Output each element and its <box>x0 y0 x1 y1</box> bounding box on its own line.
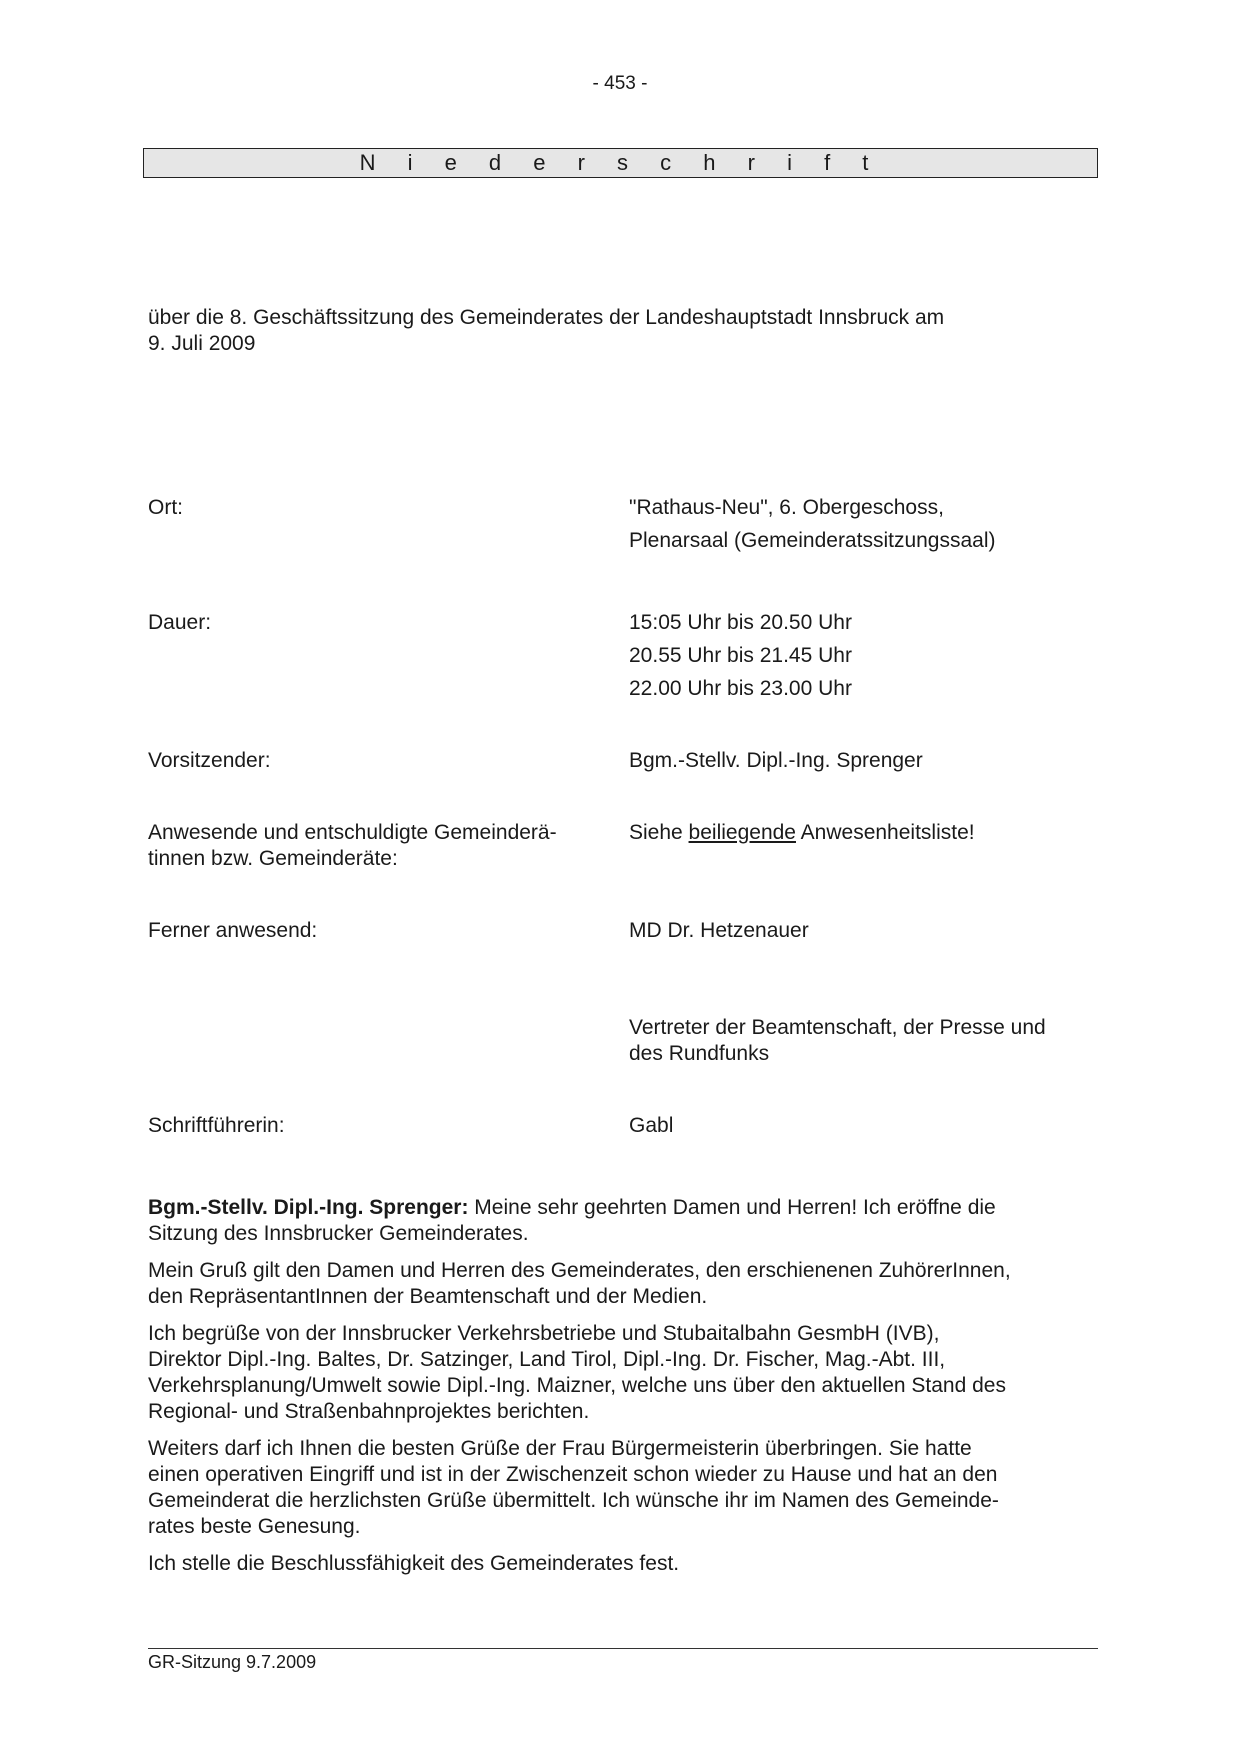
anwesende-value-underlined: beiliegende <box>688 821 796 844</box>
paragraph-text: Ich begrüße von der Innsbrucker Verkehrsbetriebe und Stubaitalbahn GesmbH (IVB), <box>148 1322 940 1345</box>
dauer-label: Dauer: <box>148 611 212 634</box>
ort-label: Ort: <box>148 496 183 519</box>
footer-text: GR-Sitzung 9.7.2009 <box>148 1652 317 1672</box>
vorsitzender-value: Bgm.-Stellv. Dipl.-Ing. Sprenger <box>629 749 923 772</box>
vertreter-value <box>629 1015 1099 1067</box>
paragraph-text: Sitzung des Innsbrucker Gemeinderates. <box>148 1222 529 1245</box>
vorsitzender-label: Vorsitzender: <box>148 749 271 772</box>
page-number: - 453 - <box>592 73 648 94</box>
minutes-body <box>148 1195 1098 1588</box>
paragraph-text: Meine sehr geehrten Damen und Herren! Ich eröffne die <box>468 1196 996 1219</box>
dauer-value-line: 15:05 Uhr bis 20.50 Uhr <box>629 611 852 634</box>
footer-divider <box>148 1648 1098 1649</box>
anwesende-label-line: Anwesende und entschuldigte Gemeinderä- <box>148 821 557 844</box>
anwesende-value-suffix: Anwesenheitsliste! <box>795 821 975 844</box>
paragraph-text: Gemeinderat die herzlichsten Grüße übermittelt. Ich wünsche ihr im Namen des Gemeinde- <box>148 1489 999 1512</box>
vertreter-value-line: des Rundfunks <box>629 1042 770 1065</box>
ferner-value: MD Dr. Hetzenauer <box>629 919 809 942</box>
paragraph <box>148 1321 1098 1425</box>
paragraph-text: Mein Gruß gilt den Damen und Herren des Gemeinderates, den erschienenen ZuhörerInnen, <box>148 1259 1011 1282</box>
paragraph-text: Ich stelle die Beschlussfähigkeit des Gemeinderates fest. <box>148 1552 680 1575</box>
dauer-value-line: 20.55 Uhr bis 21.45 Uhr <box>629 644 852 667</box>
anwesende-label-line: tinnen bzw. Gemeinderäte: <box>148 847 398 870</box>
paragraph <box>148 1195 1098 1247</box>
document-title <box>143 148 1098 178</box>
paragraph-text: einen operativen Eingriff und ist in der Zwischenzeit schon wieder zu Hause und hat an den <box>148 1463 998 1486</box>
schriftfuehrerin-value: Gabl <box>629 1114 674 1137</box>
session-subject <box>148 305 1098 357</box>
paragraph-text: rates beste Genesung. <box>148 1515 361 1538</box>
ort-value-line: "Rathaus-Neu", 6. Obergeschoss, <box>629 496 944 519</box>
anwesende-value <box>629 820 1099 846</box>
paragraph <box>148 1436 1098 1540</box>
paragraph <box>148 1551 1098 1577</box>
paragraph <box>148 1258 1098 1310</box>
speaker-name: Bgm.-Stellv. Dipl.-Ing. Sprenger: <box>148 1196 469 1219</box>
dauer-value-line: 22.00 Uhr bis 23.00 Uhr <box>629 677 852 700</box>
document-title-text: N i e d e r s c h r i f t <box>359 150 882 175</box>
dauer-value <box>629 606 1099 705</box>
paragraph-text: den RepräsentantInnen der Beamtenschaft und der Medien. <box>148 1285 708 1308</box>
ort-value <box>629 491 1099 557</box>
vertreter-value-line: Vertreter der Beamtenschaft, der Presse und <box>629 1016 1046 1039</box>
anwesende-value-prefix: Siehe <box>629 821 689 844</box>
ort-value-line: Plenarsaal (Gemeinderatssitzungssaal) <box>629 529 996 552</box>
paragraph-text: Direktor Dipl.-Ing. Baltes, Dr. Satzinger, Land Tirol, Dipl.-Ing. Dr. Fischer, Mag.-Abt. III, <box>148 1348 946 1371</box>
paragraph-text: Verkehrsplanung/Umwelt sowie Dipl.-Ing. Maizner, welche uns über den aktuellen Stand des <box>148 1374 1006 1397</box>
ferner-label: Ferner anwesend: <box>148 919 318 942</box>
subject-date: 9. Juli 2009 <box>148 332 256 355</box>
subject-line: über die 8. Geschäftssitzung des Gemeinderates der Landeshauptstadt Innsbruck am <box>148 306 945 329</box>
paragraph-text: Weiters darf ich Ihnen die besten Grüße der Frau Bürgermeisterin überbringen. Sie hatte <box>148 1437 972 1460</box>
paragraph-text: Regional- und Straßenbahnprojektes berichten. <box>148 1400 590 1423</box>
anwesende-label <box>148 820 608 872</box>
schriftfuehrerin-label: Schriftführerin: <box>148 1114 285 1137</box>
